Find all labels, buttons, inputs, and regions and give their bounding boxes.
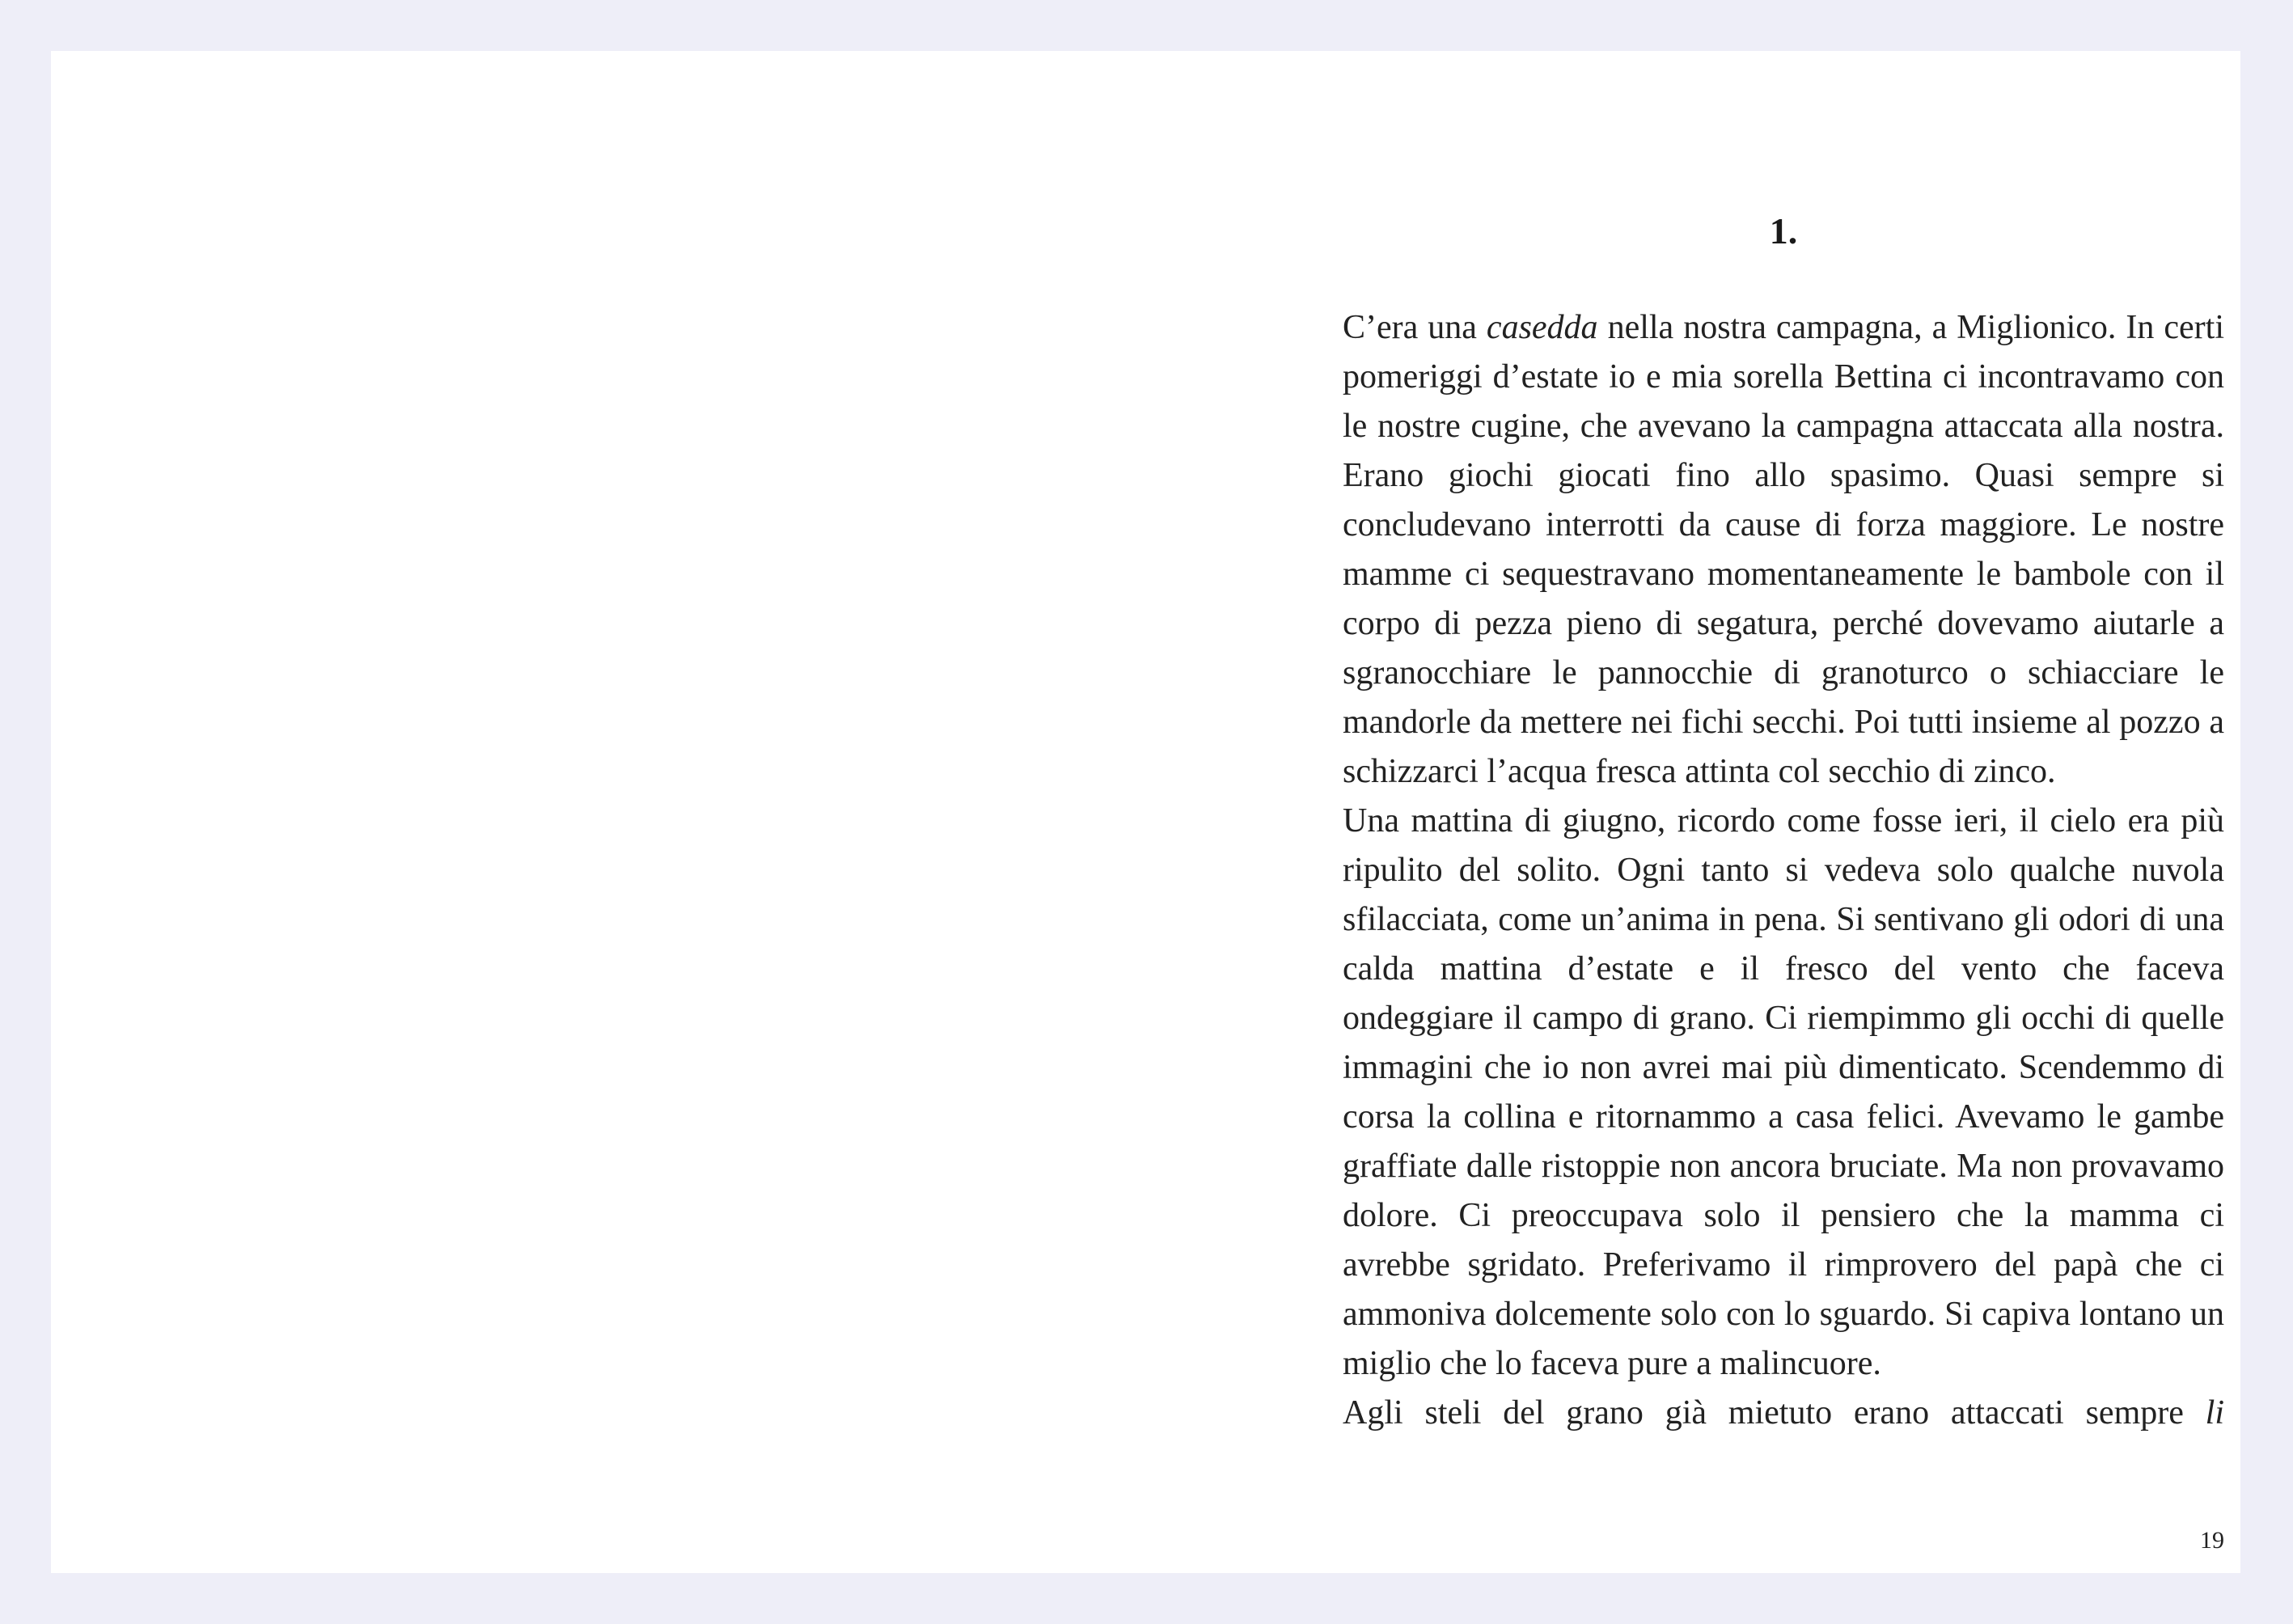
paragraph-1-text-end: nella nostra campagna, a Miglionico. In certi pomeriggi d’estate io e mia sorella Bettina ci incontravamo con le nostre cugine, che avevano la campagna attaccata alla nostra. Erano giochi giocati fino allo spasimo. Quasi sempre si concludevano interrotti da cause di forza maggiore. Le nostre mamme ci sequestravano momentaneamente le bambole con il corpo di pezza pieno di segatura, perché dovevamo aiutarle a sgranocchiare le pannocchie di granoturco o schiacciare le mandorle da mettere nei fichi secchi. Poi tutti insieme al pozzo a schizzarci l’acqua fresca attinta col secchio di zinco. — [1343, 309, 2224, 790]
paragraph-2: Una mattina di giugno, ricordo come fosse ieri, il cielo era più ripulito del solito. Ogni tanto si vedeva solo qualche nuvola sfilacciata, come un’anima in pena. Si sentivano gli odori di una calda mattina d’estate e il fresco del vento che faceva ondeggiare il campo di grano. Ci riempimmo gli occhi di quelle immagini che io non avrei mai più dimenticato. Scendemmo di corsa la collina e ritornammo a casa felici. Avevamo le gambe graffiate dalle ristoppie non ancora bruciate. Ma non provavamo dolore. Ci preoccupava solo il pensiero che la mamma ci avrebbe sgridato. Preferivamo il rimprovero del papà che ci ammoniva dolcemente solo con lo sguardo. Si capiva lontano un miglio che lo faceva pure a malincuore. — [1343, 802, 2224, 1382]
chapter-number: 1. — [1769, 210, 1798, 252]
paragraph-1 — [1343, 303, 2224, 797]
left-page-blank — [51, 51, 1145, 1573]
paragraph-3-italic-word: li — [2205, 1394, 2224, 1432]
body-text — [1343, 303, 2224, 1438]
page-number: 19 — [2200, 1527, 2224, 1554]
paragraph-1-text-start: C’era una — [1343, 309, 1487, 346]
paragraph-3 — [1343, 1389, 2224, 1438]
paragraph-3-text-start: Agli steli del grano già mietuto erano attaccati sempre — [1343, 1394, 2206, 1432]
book-spread — [51, 51, 2240, 1573]
right-page — [1145, 51, 2240, 1573]
paragraph-1-italic-word: casedda — [1486, 309, 1598, 346]
